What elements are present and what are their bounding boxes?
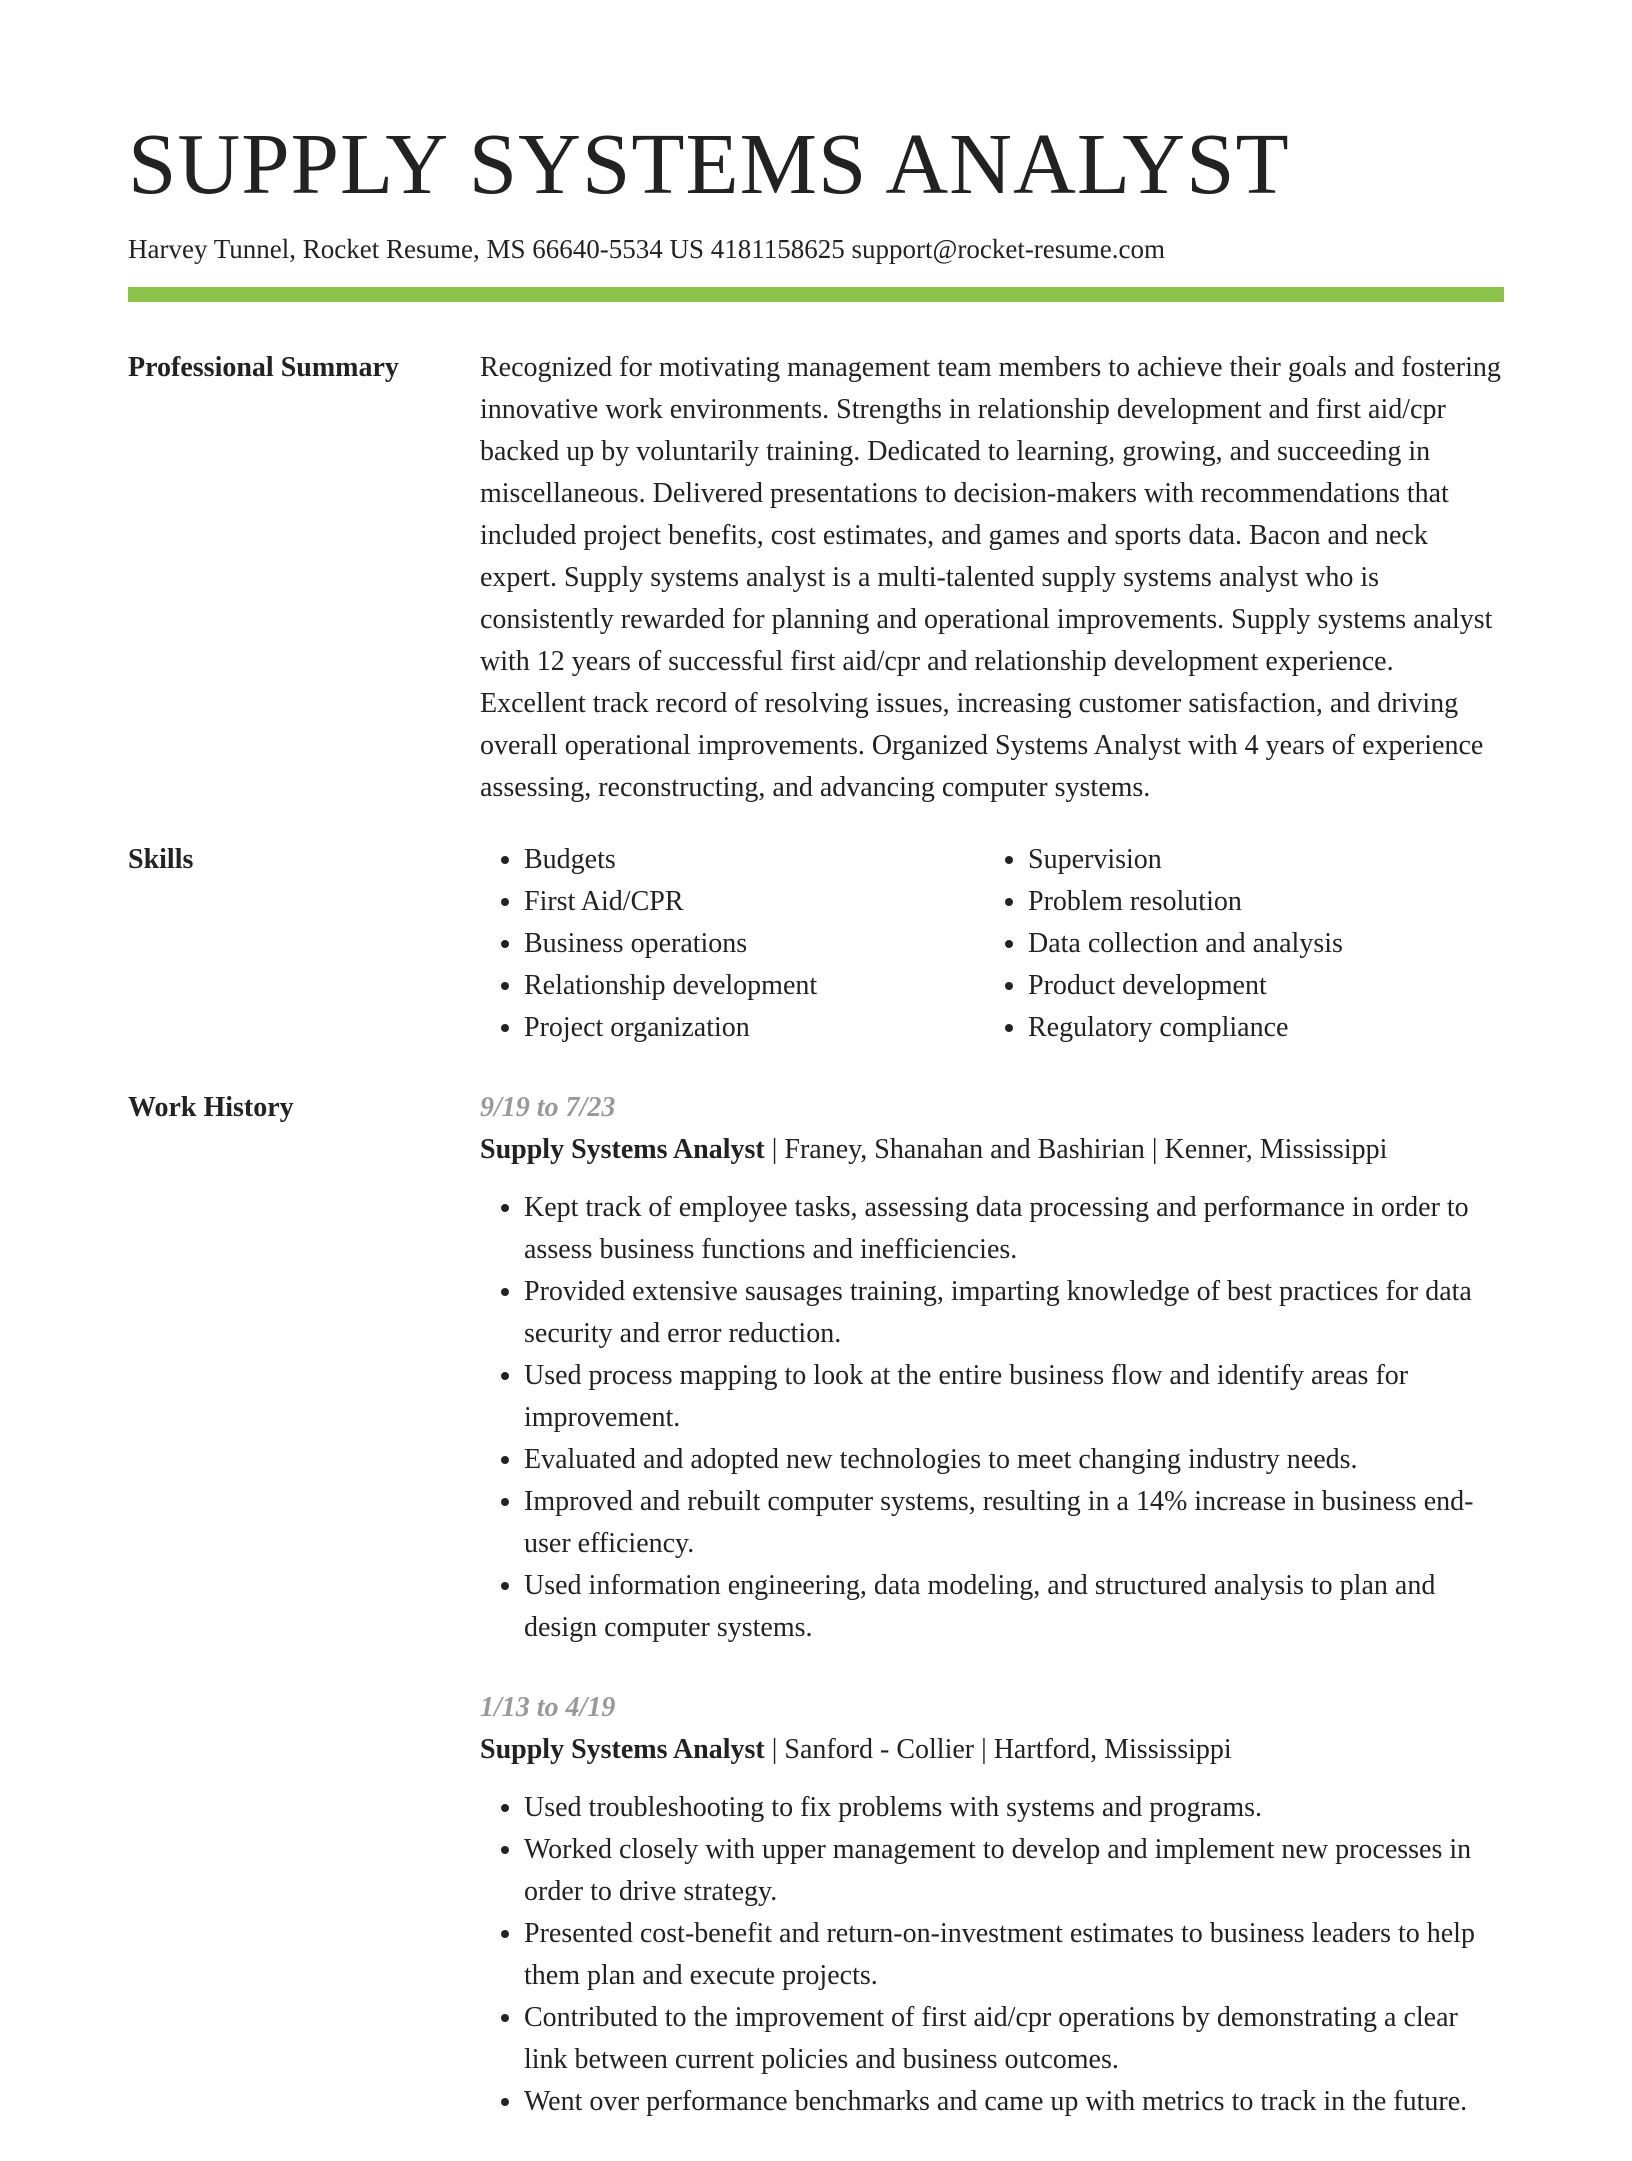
skill-item: • Project organization [524,1007,984,1049]
job-employer-location: | Sanford - Collier | Hartford, Mississippi [764,1734,1232,1766]
skill-item: • Supervision [1028,839,1488,881]
skill-item: • Regulatory compliance [1028,1007,1488,1049]
job-bullet: • Presented cost-benefit and return-on-investment estimates to business leaders to help them plan and execute projects. [524,1913,1504,1997]
skills-section [128,839,1504,1049]
job-bullet: • Evaluated and adopted new technologies to meet changing industry needs. [524,1439,1504,1481]
skill-item: • Data collection and analysis [1028,923,1488,965]
job-bullet: • Improved and rebuilt computer systems, resulting in a 14% increase in business end-user efficiency. [524,1481,1504,1565]
job-dates: 1/13 to 4/19 [480,1692,616,1724]
section-label-skills: Skills [128,844,194,876]
work-history-section [128,1087,1504,2161]
job-bullet: • Provided extensive sausages training, imparting knowledge of best practices for data security and error reduction. [524,1271,1504,1355]
skills-column-right [984,839,1488,1049]
job-entry [480,1087,1504,1649]
job-dates: 9/19 to 7/23 [480,1092,616,1124]
job-bullet: • Went over performance benchmarks and came up with metrics to track in the future. [524,2081,1504,2123]
job-entry [480,1687,1504,2123]
resume-title: SUPPLY SYSTEMS ANALYST [128,115,1290,212]
job-bullet: • Used information engineering, data modeling, and structured analysis to plan and design computer systems. [524,1565,1504,1649]
skill-item: • Problem resolution [1028,881,1488,923]
contact-line: Harvey Tunnel, Rocket Resume, MS 66640-5534 US 4181158625 support@rocket-resume.com [128,234,1166,264]
job-bullet: • Contributed to the improvement of first aid/cpr operations by demonstrating a clear link between current policies and business outcomes. [524,1997,1504,2081]
job-bullet: • Used process mapping to look at the entire business flow and identify areas for improvement. [524,1355,1504,1439]
skills-grid [480,839,1504,1049]
accent-divider [128,287,1504,302]
section-label-work: Work History [128,1092,294,1124]
job-title-line [480,1729,1504,1771]
job-employer-location: | Franey, Shanahan and Bashirian | Kenner, Mississippi [764,1134,1388,1166]
skills-column-left [480,839,984,1049]
skill-item: • Budgets [524,839,984,881]
skill-item: • Product development [1028,965,1488,1007]
job-bullet: • Worked closely with upper management to develop and implement new processes in order to drive strategy. [524,1829,1504,1913]
job-title-line [480,1129,1504,1171]
job-bullet-list [480,1787,1504,2123]
section-body-skills [480,839,1504,1049]
job-title: Supply Systems Analyst [480,1134,765,1166]
job-bullet: • Used troubleshooting to fix problems with systems and programs. [524,1787,1504,1829]
job-title: Supply Systems Analyst [480,1734,765,1766]
summary-text: Recognized for motivating management team members to achieve their goals and fostering innovative work environments. Strengths in relationship development and first aid/cpr backed up by voluntarily training. Dedicated to learning, growing, and succeeding in miscellaneous. Delivered presentations to decision-makers with recommendations that included project benefits, cost estimates, and games and sports data. Bacon and neck expert. Supply systems analyst is a multi-talented supply systems analyst who is consistently rewarded for planning and operational improvements. Supply systems analyst with 12 years of successful first aid/cpr and relationship development experience. Excellent track record of resolving issues, increasing customer satisfaction, and driving overall operational improvements. Organized Systems Analyst with 4 years of experience assessing, reconstructing, and advancing computer systems. [480,352,1501,804]
job-bullet-list [480,1187,1504,1649]
section-body-summary [480,347,1504,809]
professional-summary-section [128,347,1504,809]
section-body-work [480,1087,1504,2161]
job-bullet: • Kept track of employee tasks, assessing data processing and performance in order to assess business functions and inefficiencies. [524,1187,1504,1271]
skill-item: • Relationship development [524,965,984,1007]
skill-item: • Business operations [524,923,984,965]
section-label-summary: Professional Summary [128,352,399,384]
skill-item: • First Aid/CPR [524,881,984,923]
